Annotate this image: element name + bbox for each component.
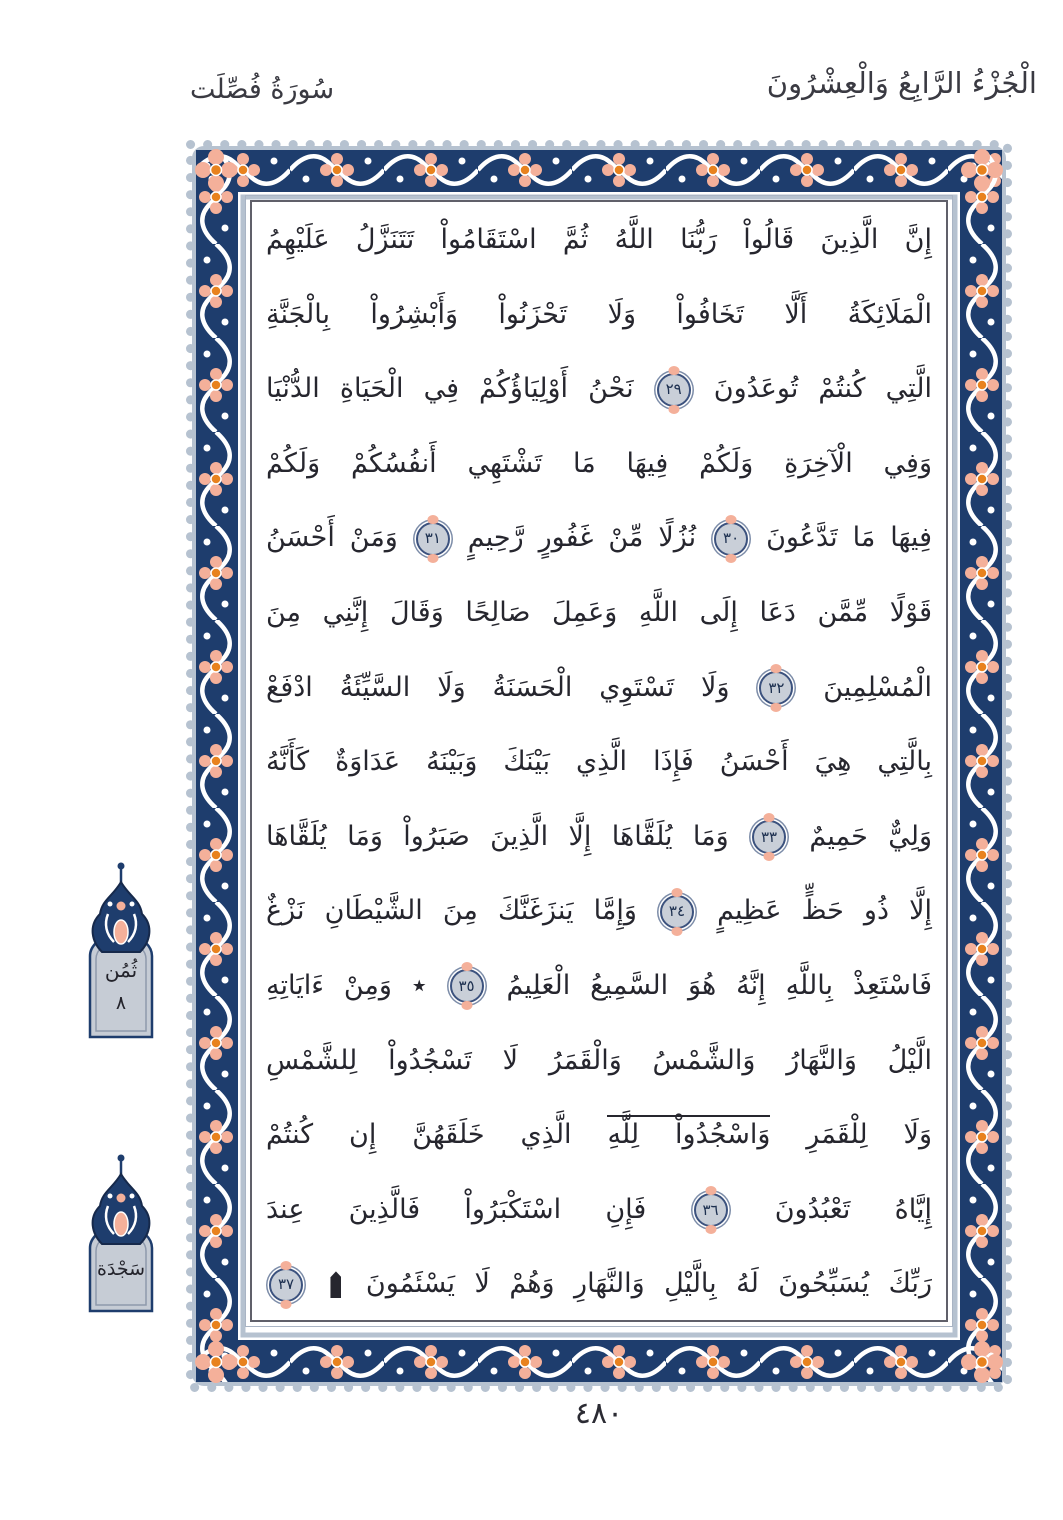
quran-text: ٭ وَمِنْ ءَايَاتِهِ: [266, 969, 427, 1001]
page-number: ٤٨٠: [574, 1396, 624, 1431]
ayah-end-marker: ٣٤: [660, 895, 694, 929]
margin-marker-sajdah: [72, 1146, 170, 1314]
ayah-end-marker: ٣٦: [694, 1193, 728, 1227]
quran-line: [266, 203, 932, 278]
quran-line: [266, 1173, 932, 1248]
quran-text: نُزُلًا مِّنْ غَفُورٍ رَّحِيمٍ: [467, 522, 697, 554]
quran-line: [266, 427, 932, 502]
quran-line: [266, 1098, 932, 1173]
sajdah-symbol-icon: [330, 1271, 341, 1298]
ornamental-border: [186, 140, 1012, 1392]
quran-line: [266, 949, 932, 1024]
quran-text: الَّتِي كُنتُمْ تُوعَدُونَ: [713, 373, 932, 405]
quran-text: وَفِي الْآخِرَةِ وَلَكُمْ فِيهَا مَا تَشْتَهِي أَنفُسُكُمْ وَلَكُمْ: [266, 447, 932, 479]
quran-text: وَلَا لِلْقَمَرِ: [806, 1119, 932, 1151]
quran-text: الْمَلَائِكَةُ أَلَّا تَخَافُواْ وَلَا تَحْزَنُواْ وَأَبْشِرُواْ بِالْجَنَّةِ: [266, 298, 932, 330]
quran-line: [266, 800, 932, 875]
quran-text-panel: [250, 200, 948, 1322]
quran-text: قَوْلًا مِّمَّن دَعَا إِلَى اللَّهِ وَعَمِلَ صَالِحًا وَقَالَ إِنَّنِي مِنَ: [266, 596, 932, 628]
quran-text: إِلَّا ذُو حَظٍّ عَظِيمٍ: [717, 895, 932, 927]
quran-text: رَبِّكَ يُسَبِّحُونَ لَهُ بِالَّيْلِ وَالنَّهَارِ وَهُمْ لَا يَسْئَمُونَ: [365, 1268, 932, 1300]
quran-text: إِيَّاهُ تَعْبُدُونَ: [774, 1193, 932, 1225]
quran-text: إِنَّ الَّذِينَ قَالُواْ رَبُّنَا اللَّهُ ثُمَّ اسْتَقَامُواْ تَتَنَزَّلُ عَلَيْهِمُ: [266, 224, 932, 255]
ayah-end-marker: ٣٠: [714, 522, 748, 556]
quran-line: [266, 725, 932, 800]
quran-text: نَحْنُ أَوْلِيَاؤُكُمْ فِي الْحَيَاةِ الدُّنْيَا: [266, 373, 634, 405]
thumn-number: ٨: [115, 992, 127, 1014]
quran-text: الَّذِي خَلَقَهُنَّ إِن كُنتُمْ: [266, 1119, 572, 1151]
ayah-end-marker: ٣٥: [450, 969, 484, 1003]
quran-line: [266, 874, 932, 949]
quran-text: وَإِمَّا يَنزَغَنَّكَ مِنَ الشَّيْطَانِ نَزْغٌ: [266, 895, 637, 927]
sajdah-medallion-icon: [72, 1146, 170, 1314]
quran-text: فِيهَا مَا تَدَّعُونَ: [766, 522, 932, 554]
ayah-end-marker: ٣٢: [759, 671, 793, 705]
quran-line: [266, 278, 932, 353]
ayah-end-marker: ٣٣: [752, 820, 786, 854]
juz-title: الْجُزْءُ الرَّابِعُ وَالْعِشْرُونَ: [766, 66, 1037, 100]
ayah-end-marker: ٣٧: [269, 1268, 303, 1302]
quran-line: [266, 651, 932, 726]
quran-text: الْمُسْلِمِينَ: [823, 671, 932, 703]
sajdah-label: سَجْدَة: [96, 1258, 146, 1280]
quran-text: فَاسْتَعِذْ بِاللَّهِ إِنَّهُ هُوَ السَّمِيعُ الْعَلِيمُ: [506, 969, 932, 1001]
quran-text: فَإِنِ اسْتَكْبَرُواْ فَالَّذِينَ عِندَ: [266, 1193, 647, 1225]
thumn-label: ثُمُن: [104, 958, 138, 982]
quran-text: وَلِيٌّ حَمِيمٌ: [809, 820, 932, 852]
quran-text: بِالَّتِي هِيَ أَحْسَنُ فَإِذَا الَّذِي بَيْنَكَ وَبَيْنَهُ عَدَاوَةٌ كَأَنَّهُ: [266, 746, 932, 778]
ayah-end-marker: ٣١: [416, 522, 450, 556]
quran-line: [266, 1247, 932, 1322]
quran-text: وَمَنْ أَحْسَنُ: [266, 522, 398, 554]
quran-line: [266, 576, 932, 651]
ayah-end-marker: ٢٩: [657, 373, 691, 407]
quran-text: وَمَا يُلَقَّاهَا إِلَّا الَّذِينَ صَبَرُواْ وَمَا يُلَقَّاهَا: [266, 820, 729, 852]
quran-line: [266, 352, 932, 427]
quran-text: الَّيْلُ وَالنَّهَارُ وَالشَّمْسُ وَالْقَمَرُ لَا تَسْجُدُواْ لِلشَّمْسِ: [266, 1044, 932, 1076]
quran-line: [266, 1024, 932, 1099]
quran-line: [266, 501, 932, 576]
surah-title: سُورَةُ فُصِّلَت: [190, 74, 335, 105]
margin-marker-thumn: [72, 840, 170, 1040]
quran-text: وَلَا تَسْتَوِي الْحَسَنَةُ وَلَا السَّيِّئَةُ ادْفَعْ: [266, 671, 730, 703]
quran-text-sajdah-overline: وَاسْجُدُواْ لِلَّهِ: [607, 1115, 770, 1150]
